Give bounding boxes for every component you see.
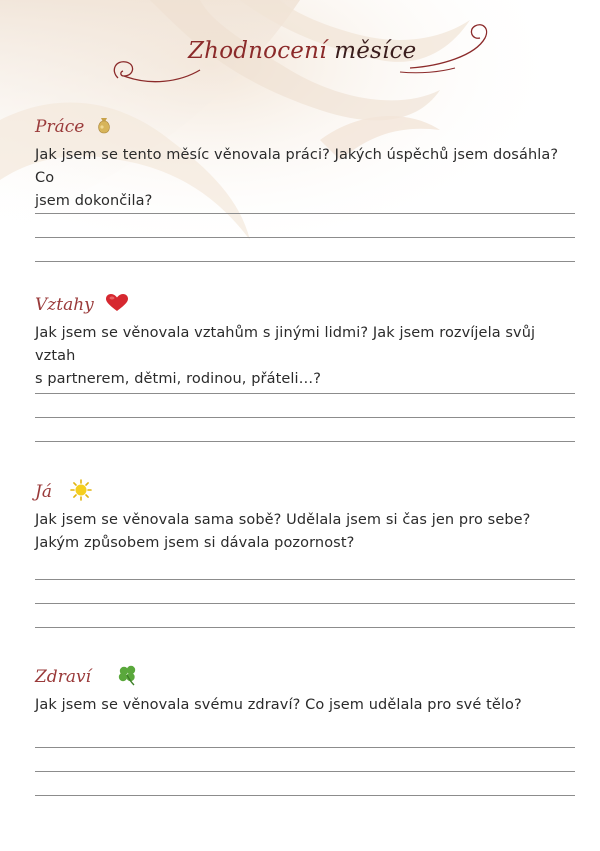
writing-line[interactable] [35, 771, 575, 772]
question-line: Jak jsem se věnovala svému zdraví? Co jsem udělala pro své tělo? [35, 697, 522, 713]
writing-line[interactable] [35, 393, 575, 394]
writing-line[interactable] [35, 603, 575, 604]
sun-icon [70, 479, 92, 506]
title-block [110, 18, 500, 98]
writing-line[interactable] [35, 795, 575, 796]
title-word-2: měsíce [334, 38, 417, 64]
section-health [35, 665, 575, 717]
four-leaf-clover-icon [117, 664, 139, 691]
section-heading-label: Práce [35, 117, 85, 137]
writing-line[interactable] [35, 237, 575, 238]
writing-line[interactable] [35, 579, 575, 580]
question-line: jsem dokončila? [35, 193, 153, 209]
writing-line[interactable] [35, 441, 575, 442]
section-heading-label: Vztahy [35, 295, 94, 315]
section-question [35, 144, 575, 213]
question-line: Jakým způsobem jsem si dávala pozornost? [35, 535, 355, 551]
section-heading-label: Já [35, 482, 52, 502]
question-line: Jak jsem se tento měsíc věnovala práci? Jakých úspěchů jsem dosáhla? Co [35, 147, 559, 186]
writing-line[interactable] [35, 213, 575, 214]
section-heading [35, 293, 575, 317]
section-question [35, 509, 575, 555]
question-line: Jak jsem se věnovala vztahům s jinými lidmi? Jak jsem rozvíjela svůj vztah [35, 325, 536, 364]
question-line: Jak jsem se věnovala sama sobě? Udělala jsem si čas jen pro sebe? [35, 512, 531, 528]
section-heading-label: Zdraví [35, 667, 91, 687]
section-heading [35, 115, 575, 139]
section-question [35, 322, 575, 391]
heart-icon [106, 294, 128, 317]
section-heading [35, 480, 575, 504]
writing-line[interactable] [35, 747, 575, 748]
money-bag-icon [96, 115, 112, 140]
section-work [35, 115, 575, 213]
title-word-1: Zhodnocení [188, 38, 327, 64]
writing-line[interactable] [35, 627, 575, 628]
page-title [188, 38, 416, 64]
writing-line[interactable] [35, 261, 575, 262]
section-heading [35, 665, 575, 689]
writing-line[interactable] [35, 417, 575, 418]
section-relationships [35, 293, 575, 391]
question-line: s partnerem, dětmi, rodinou, přáteli…? [35, 371, 322, 387]
section-question [35, 694, 575, 717]
section-self [35, 480, 575, 555]
